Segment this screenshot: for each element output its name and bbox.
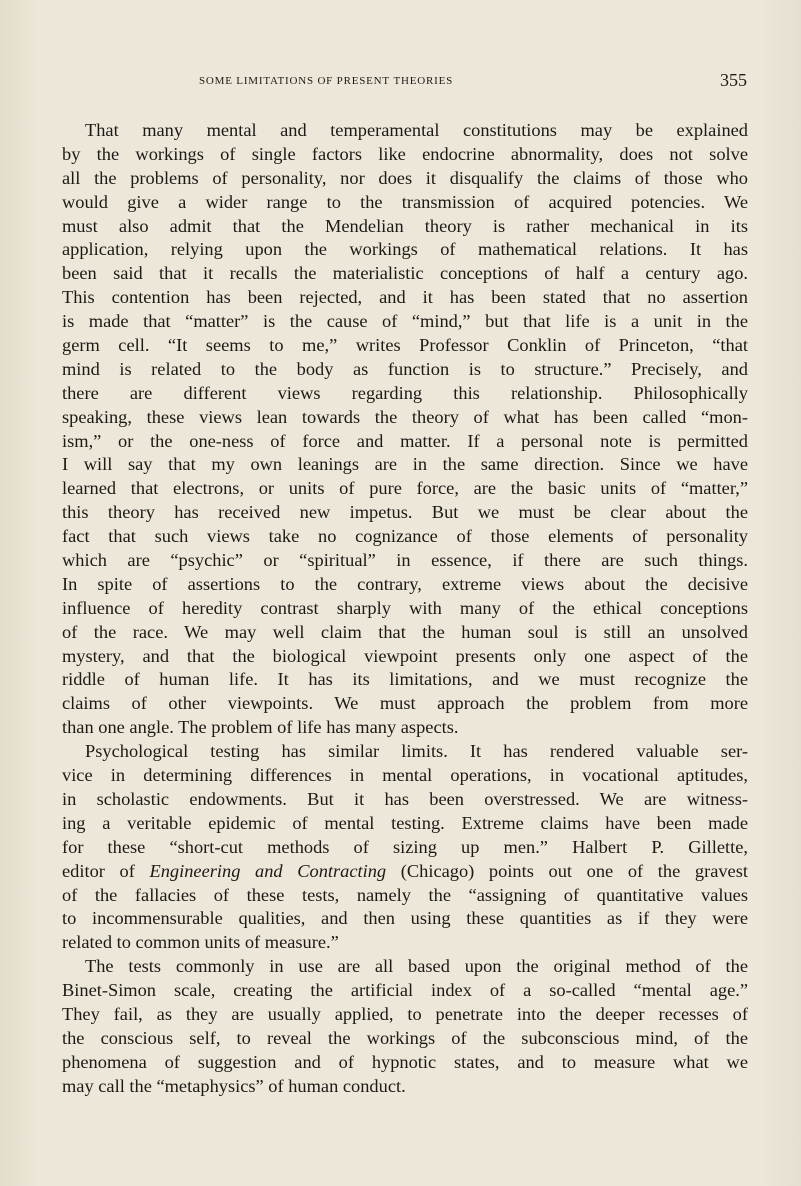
- page-header: [199, 72, 747, 96]
- text-line: speaking, these views lean towards the theory of what has been called “mon-: [62, 406, 748, 427]
- text-line: In spite of assertions to the contrary, extreme views about the decisive: [62, 573, 748, 594]
- text-line: [62, 860, 748, 884]
- text-line: Binet-Simon scale, creating the artificial index of a so-called “mental age.”: [62, 980, 748, 1001]
- text-line: Psychological testing has similar limits. It has rendered valuable ser-: [85, 741, 748, 762]
- text-line: mystery, and that the biological viewpoint presents only one aspect of the: [62, 645, 748, 666]
- text-line: would give a wider range to the transmission of acquired potencies. We: [62, 191, 748, 212]
- text-line: of the race. We may well claim that the human soul is still an unsolved: [62, 621, 748, 642]
- text-line: They fail, as they are usually applied, to penetrate into the deeper recesses of: [62, 1003, 748, 1024]
- text-line: of the fallacies of these tests, namely the “assigning of quantitative values: [62, 884, 748, 905]
- body-text: [62, 119, 748, 1099]
- text-line: I will say that my own leanings are in the same direction. Since we have: [62, 454, 748, 475]
- text-line: which are “psychic” or “spiritual” in essence, if there are such things.: [62, 550, 748, 571]
- text-line: may call the “metaphysics” of human conduct.: [62, 1075, 406, 1096]
- text-run: (Chicago) points out one of the gravest: [386, 860, 748, 881]
- text-line: is made that “matter” is the cause of “mind,” but that life is a unit in the: [62, 311, 748, 332]
- text-line: vice in determining differences in mental operations, in vocational aptitudes,: [62, 765, 748, 786]
- text-line: influence of heredity contrast sharply with many of the ethical conceptions: [62, 597, 748, 618]
- text-line: by the workings of single factors like endocrine abnormality, does not solve: [62, 143, 748, 164]
- text-line: than one angle. The problem of life has many aspects.: [62, 717, 459, 738]
- text-line: all the problems of personality, nor does it disqualify the claims of those who: [62, 167, 748, 188]
- paragraph: [62, 119, 748, 740]
- text-line: must also admit that the Mendelian theory is rather mechanical in its: [62, 215, 748, 236]
- text-line: been said that it recalls the materialistic conceptions of half a century ago.: [62, 263, 748, 284]
- journal-title: Engineering and Contracting: [149, 860, 387, 881]
- text-line: This contention has been rejected, and it has been stated that no assertion: [62, 287, 748, 308]
- text-line: application, relying upon the workings of mathematical relations. It has: [62, 239, 748, 260]
- text-line: for these “short-cut methods of sizing up men.” Halbert P. Gillette,: [62, 836, 748, 857]
- text-line: related to common units of measure.”: [62, 932, 339, 953]
- text-line: claims of other viewpoints. We must approach the problem from more: [62, 693, 748, 714]
- text-line: in scholastic endowments. But it has been overstressed. We are witness-: [62, 788, 748, 809]
- paragraph: [62, 740, 748, 955]
- text-line: ing a veritable epidemic of mental testing. Extreme claims have been made: [62, 812, 748, 833]
- page-number: 355: [720, 70, 747, 90]
- text-line: the conscious self, to reveal the workings of the subconscious mind, of the: [62, 1027, 748, 1048]
- text-line: riddle of human life. It has its limitations, and we must recognize the: [62, 669, 748, 690]
- text-run: editor of: [62, 860, 150, 881]
- text-line: to incommensurable qualities, and then using these quantities as if they were: [62, 908, 748, 929]
- text-line: The tests commonly in use are all based upon the original method of the: [85, 956, 748, 977]
- text-line: learned that electrons, or units of pure force, are the basic units of “matter,”: [62, 478, 748, 499]
- paragraph: [62, 955, 748, 1098]
- text-line: fact that such views take no cognizance of those elements of personality: [62, 526, 748, 547]
- text-line: ism,” or the one-ness of force and matter. If a personal note is permitted: [62, 430, 748, 451]
- text-line: That many mental and temperamental constitutions may be explained: [85, 120, 748, 140]
- text-line: this theory has received new impetus. But we must be clear about the: [62, 502, 748, 523]
- text-line: there are different views regarding this relationship. Philosophically: [62, 382, 748, 403]
- text-line: phenomena of suggestion and of hypnotic states, and to measure what we: [62, 1051, 748, 1072]
- text-line: mind is related to the body as function is to structure.” Precisely, and: [62, 358, 748, 379]
- text-line: germ cell. “It seems to me,” writes Professor Conklin of Princeton, “that: [62, 335, 748, 356]
- running-head: some limitations of present theories: [199, 72, 454, 88]
